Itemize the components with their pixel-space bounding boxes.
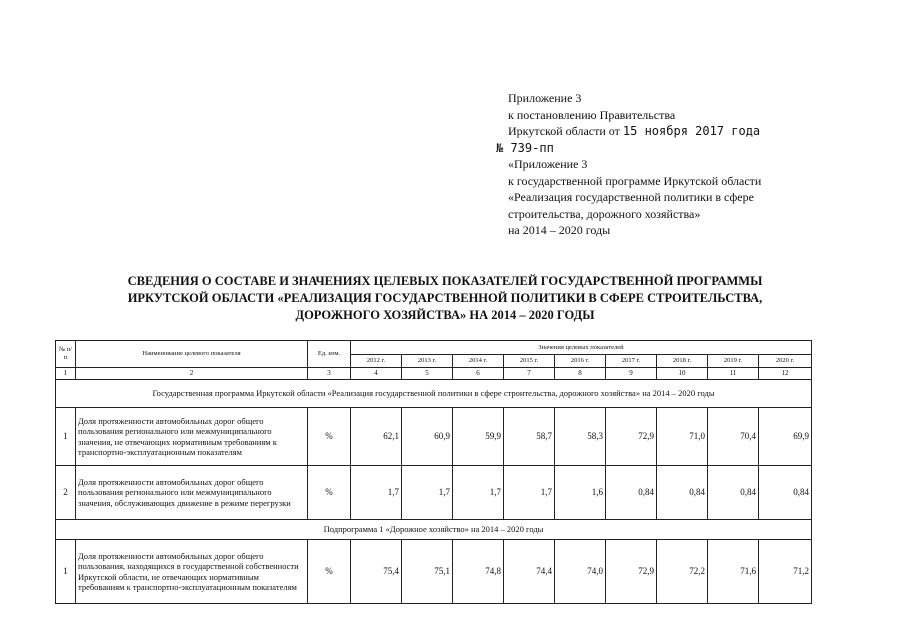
col-number: 5 [402, 368, 453, 380]
year-2014: 2014 г. [453, 355, 504, 368]
row-value-2013: 1,7 [402, 466, 453, 520]
header-name: Наименование целевого показателя [76, 341, 308, 368]
row-value-2016: 74,0 [555, 540, 606, 604]
col-number: 8 [555, 368, 606, 380]
col-number: 7 [504, 368, 555, 380]
row-value-2012: 1,7 [351, 466, 402, 520]
row-value-2016: 58,3 [555, 408, 606, 466]
year-2017: 2017 г. [606, 355, 657, 368]
year-2018: 2018 г. [657, 355, 708, 368]
col-number: 6 [453, 368, 504, 380]
header-row-1 [56, 341, 812, 355]
table-row [56, 408, 812, 466]
col-number: 4 [351, 368, 402, 380]
year-2012: 2012 г. [351, 355, 402, 368]
row-value-2017: 0,84 [606, 466, 657, 520]
appendix-line-3 [508, 123, 888, 140]
appendix-line-9: на 2014 – 2020 годы [508, 223, 611, 237]
appendix-line-1: Приложение 3 [508, 91, 582, 105]
row-value-2012: 75,4 [351, 540, 402, 604]
col-number: 9 [606, 368, 657, 380]
appendix-line-5: «Приложение 3 [508, 157, 588, 171]
row-unit: % [308, 408, 351, 466]
row-value-2017: 72,9 [606, 408, 657, 466]
row-value-2020: 69,9 [759, 408, 812, 466]
row-value-2014: 74,8 [453, 540, 504, 604]
appendix-line-8: строительства, дорожного хозяйства» [508, 206, 701, 221]
row-value-2014: 59,9 [453, 408, 504, 466]
row-value-2020: 71,2 [759, 540, 812, 604]
row-value-2013: 75,1 [402, 540, 453, 604]
appendix-line-3-prefix: Иркутской области от [508, 124, 620, 138]
row-value-2016: 1,6 [555, 466, 606, 520]
row-value-2014: 1,7 [453, 466, 504, 520]
section-row-program [56, 380, 812, 408]
header-values-group: Значения целевых показателей [351, 341, 812, 355]
row-indicator-name: Доля протяженности автомобильных дорог общего пользования регионального или межмуниципального значения, не отвечающих нормативным требованиям к транспортно-эксплуатационным показателям [76, 408, 308, 466]
appendix-line-7: «Реализация государственной политики в сфере [508, 190, 754, 204]
col-number: 10 [657, 368, 708, 380]
handwritten-date: 15 ноября 2017 года [622, 124, 761, 138]
col-number: 1 [56, 368, 76, 380]
title-line-2: ИРКУТСКОЙ ОБЛАСТИ «РЕАЛИЗАЦИЯ ГОСУДАРСТВЕННОЙ ПОЛИТИКИ В СФЕРЕ СТРОИТЕЛЬСТВА, [127, 291, 763, 305]
header-unit: Ед. изм. [308, 341, 351, 368]
row-value-2018: 0,84 [657, 466, 708, 520]
col-number: 3 [308, 368, 351, 380]
row-value-2015: 1,7 [504, 466, 555, 520]
year-2016: 2016 г. [555, 355, 606, 368]
row-value-2019: 70,4 [708, 408, 759, 466]
row-unit: % [308, 466, 351, 520]
year-2020: 2020 г. [759, 355, 812, 368]
row-num: 2 [56, 466, 76, 520]
table-row [56, 466, 812, 520]
row-num: 1 [56, 540, 76, 604]
title-line-1: СВЕДЕНИЯ О СОСТАВЕ И ЗНАЧЕНИЯХ ЦЕЛЕВЫХ ПОКАЗАТЕЛЕЙ ГОСУДАРСТВЕННОЙ ПРОГРАММЫ [127, 274, 763, 288]
row-value-2020: 0,84 [759, 466, 812, 520]
appendix-line-6: к государственной программе Иркутской области [508, 173, 762, 188]
row-unit: % [308, 540, 351, 604]
table-row [56, 540, 812, 604]
row-value-2013: 60,9 [402, 408, 453, 466]
row-indicator-name: Доля протяженности автомобильных дорог общего пользования регионального или межмуниципального значения, обслуживающих движение в режиме перегрузки [76, 466, 308, 520]
header-num: № п/п [56, 341, 76, 368]
year-2015: 2015 г. [504, 355, 555, 368]
row-value-2018: 71,0 [657, 408, 708, 466]
appendix-line-2: к постановлению Правительства [508, 107, 676, 122]
col-number: 11 [708, 368, 759, 380]
section-program-title: Государственная программа Иркутской области «Реализация государственной политики в сфере строительства, дорожного хозяйства» на 2014 – 2020 годы [56, 380, 812, 408]
row-num: 1 [56, 408, 76, 466]
handwritten-number: № 739-пп [496, 140, 554, 155]
appendix-block [496, 90, 888, 239]
col-number: 12 [759, 368, 812, 380]
column-numbers-row [56, 368, 812, 380]
row-value-2015: 58,7 [504, 408, 555, 466]
row-value-2017: 72,9 [606, 540, 657, 604]
title-line-3: ДОРОЖНОГО ХОЗЯЙСТВА» НА 2014 – 2020 ГОДЫ [295, 308, 595, 322]
row-indicator-name: Доля протяженности автомобильных дорог общего пользования, находящихся в государственной собственности Иркутской области, не отвечающих нормативным требованиям к транспортно-эксплуатационным показателям [76, 540, 308, 604]
row-value-2012: 62,1 [351, 408, 402, 466]
row-value-2015: 74,4 [504, 540, 555, 604]
section-subprogram-title: Подпрограмма 1 «Дорожное хозяйство» на 2014 – 2020 годы [56, 520, 812, 540]
section-row-subprogram [56, 520, 812, 540]
row-value-2018: 72,2 [657, 540, 708, 604]
year-2013: 2013 г. [402, 355, 453, 368]
indicators-table [55, 340, 812, 604]
document-title [60, 273, 830, 324]
row-value-2019: 0,84 [708, 466, 759, 520]
year-2019: 2019 г. [708, 355, 759, 368]
col-number: 2 [76, 368, 308, 380]
row-value-2019: 71,6 [708, 540, 759, 604]
